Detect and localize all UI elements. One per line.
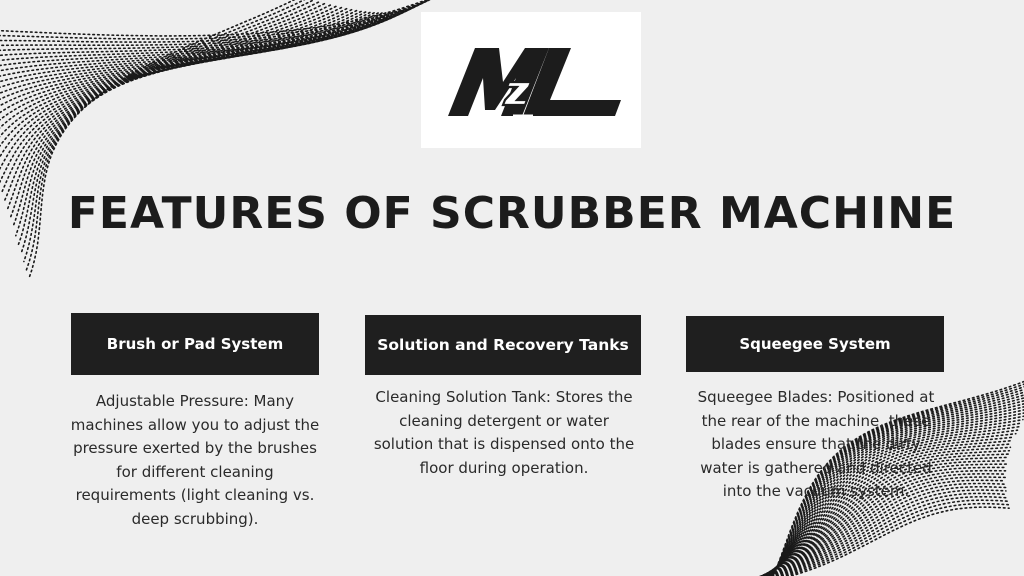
card-heading-brush-pad-system: Brush or Pad System [71, 313, 319, 375]
card-heading-squeegee-system: Squeegee System [686, 316, 944, 372]
card-body-squeegee-system: Squeegee Blades: Positioned at the rear of the machine, these blades ensure that the dirty water is gathered and directed into the vacuum system. [697, 388, 935, 500]
card-heading-solution-recovery-tanks: Solution and Recovery Tanks [365, 315, 641, 375]
logo-container [421, 12, 641, 148]
page-title: FEATURES OF SCRUBBER MACHINE [67, 188, 957, 239]
dotted-wave-line [0, 3, 423, 59]
dotted-wave-line [0, 0, 430, 47]
mzl-logo-icon [421, 12, 641, 148]
card-body-solution-recovery-tanks: Cleaning Solution Tank: Stores the cleaning detergent or water solution that is dispensed onto the floor during operation. [373, 388, 635, 477]
card-body-brush-pad-system: Adjustable Pressure: Many machines allow you to adjust the pressure exerted by the brushes for different cleaning requirements (light cleaning vs. deep scrubbing). [70, 392, 320, 528]
